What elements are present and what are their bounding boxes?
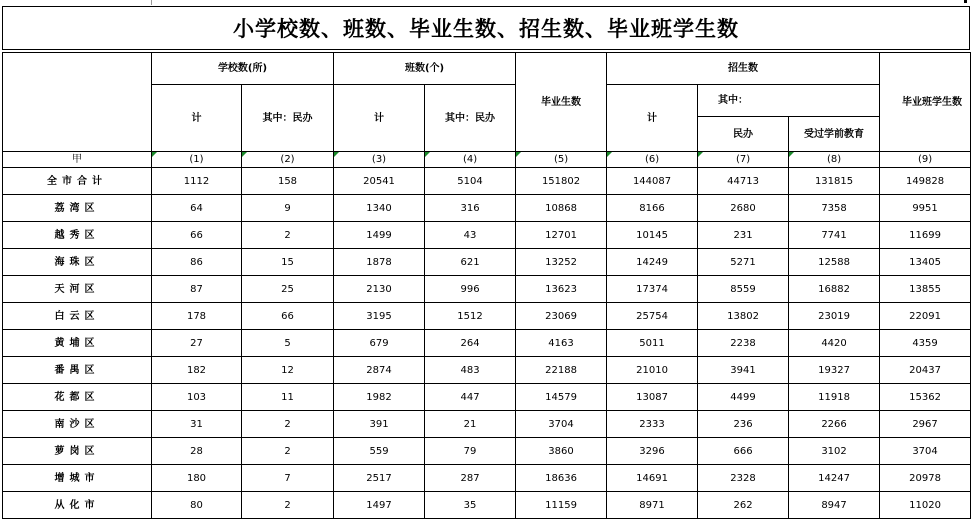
cell-col-3[interactable]: 3195 xyxy=(334,303,425,330)
cell-col-1[interactable]: 27 xyxy=(152,330,242,357)
cell-col-3[interactable]: 1499 xyxy=(334,222,425,249)
cell-col-1[interactable]: 1112 xyxy=(152,168,242,195)
cell-col-8[interactable]: 14247 xyxy=(789,465,880,492)
table-row xyxy=(3,222,971,249)
cell-col-3[interactable]: 559 xyxy=(334,438,425,465)
index-label: (1) xyxy=(189,154,204,165)
index-label: (8) xyxy=(826,154,842,165)
cell-col-9[interactable]: 149828 xyxy=(880,168,971,195)
index-cell[interactable] xyxy=(334,152,425,168)
cell-col-2[interactable]: 2 xyxy=(242,438,334,465)
cell-col-2[interactable]: 7 xyxy=(242,465,334,492)
cell-col-3[interactable]: 20541 xyxy=(334,168,425,195)
cell-col-6[interactable]: 8971 xyxy=(607,492,698,519)
cell-col-2[interactable]: 66 xyxy=(242,303,334,330)
cell-col-7[interactable]: 8559 xyxy=(698,276,789,303)
cell-col-3[interactable]: 679 xyxy=(334,330,425,357)
index-label: (5) xyxy=(553,154,569,165)
row-region-name[interactable]: 萝岗区 xyxy=(3,438,152,465)
index-row xyxy=(3,152,971,168)
cell-col-6[interactable]: 14249 xyxy=(607,249,698,276)
cell-col-7[interactable]: 262 xyxy=(698,492,789,519)
cell-col-6[interactable]: 3296 xyxy=(607,438,698,465)
header-enrollment-total[interactable]: 计 xyxy=(607,85,698,152)
cell-col-2[interactable]: 12 xyxy=(242,357,334,384)
header-schools[interactable]: 学校数(所) xyxy=(152,53,334,85)
cell-col-7[interactable]: 666 xyxy=(698,438,789,465)
index-cell[interactable] xyxy=(607,152,698,168)
cell-col-8[interactable]: 3102 xyxy=(789,438,880,465)
cell-col-5[interactable]: 12701 xyxy=(516,222,607,249)
cell-col-1[interactable]: 86 xyxy=(152,249,242,276)
index-cell[interactable]: (9) xyxy=(880,152,971,168)
cell-col-7[interactable]: 4499 xyxy=(698,384,789,411)
cell-col-1[interactable]: 178 xyxy=(152,303,242,330)
header-grad-class-students[interactable] xyxy=(880,53,971,152)
cell-col-1[interactable]: 64 xyxy=(152,195,242,222)
cell-col-8[interactable]: 16882 xyxy=(789,276,880,303)
cell-col-9[interactable]: 2967 xyxy=(880,411,971,438)
cell-col-9[interactable]: 20437 xyxy=(880,357,971,384)
cell-col-4[interactable]: 5104 xyxy=(425,168,516,195)
cell-col-8[interactable]: 7358 xyxy=(789,195,880,222)
table-row xyxy=(3,384,971,411)
index-cell[interactable] xyxy=(425,152,516,168)
header-schools-total[interactable]: 计 xyxy=(152,85,242,152)
cell-col-4[interactable]: 35 xyxy=(425,492,516,519)
cell-col-3[interactable]: 1340 xyxy=(334,195,425,222)
index-cell[interactable] xyxy=(152,152,242,168)
cell-col-6[interactable]: 13087 xyxy=(607,384,698,411)
table-row xyxy=(3,411,971,438)
index-cell[interactable]: 甲 xyxy=(3,152,152,168)
table-row xyxy=(3,303,971,330)
header-schools-private[interactable]: 其中：民办 xyxy=(242,85,334,152)
cell-col-6[interactable]: 17374 xyxy=(607,276,698,303)
cell-col-7[interactable]: 2328 xyxy=(698,465,789,492)
cell-col-4[interactable]: 287 xyxy=(425,465,516,492)
cell-col-8[interactable]: 23019 xyxy=(789,303,880,330)
cell-col-5[interactable]: 151802 xyxy=(516,168,607,195)
cell-col-6[interactable]: 8166 xyxy=(607,195,698,222)
cell-col-5[interactable]: 10868 xyxy=(516,195,607,222)
table-row xyxy=(3,330,971,357)
cell-col-7[interactable]: 231 xyxy=(698,222,789,249)
cell-col-3[interactable]: 2130 xyxy=(334,276,425,303)
row-region-name[interactable]: 增城市 xyxy=(3,465,152,492)
row-region-name[interactable]: 南沙区 xyxy=(3,411,152,438)
comment-indicator-icon xyxy=(334,152,339,157)
cell-col-2[interactable]: 9 xyxy=(242,195,334,222)
index-cell[interactable] xyxy=(242,152,334,168)
index-label: (4) xyxy=(462,154,478,165)
cell-col-7[interactable]: 2680 xyxy=(698,195,789,222)
corner-mark xyxy=(964,0,967,3)
table-row xyxy=(3,492,971,519)
index-label: (2) xyxy=(280,154,295,165)
cell-col-2[interactable]: 25 xyxy=(242,276,334,303)
comment-indicator-icon xyxy=(607,152,612,157)
cell-col-4[interactable]: 79 xyxy=(425,438,516,465)
row-region-name[interactable]: 越秀区 xyxy=(3,222,152,249)
cell-col-1[interactable]: 180 xyxy=(152,465,242,492)
cell-col-8[interactable]: 19327 xyxy=(789,357,880,384)
cell-col-2[interactable]: 11 xyxy=(242,384,334,411)
cell-col-1[interactable]: 31 xyxy=(152,411,242,438)
comment-indicator-icon xyxy=(516,152,521,157)
statistics-table xyxy=(2,52,971,519)
cell-col-5[interactable]: 22188 xyxy=(516,357,607,384)
table-row xyxy=(3,357,971,384)
cell-col-2[interactable]: 2 xyxy=(242,492,334,519)
cell-col-7[interactable]: 44713 xyxy=(698,168,789,195)
cell-col-8[interactable]: 4420 xyxy=(789,330,880,357)
index-cell[interactable] xyxy=(789,152,880,168)
table-row xyxy=(3,249,971,276)
cell-col-7[interactable]: 13802 xyxy=(698,303,789,330)
row-region-name[interactable]: 天河区 xyxy=(3,276,152,303)
cell-col-9[interactable]: 9951 xyxy=(880,195,971,222)
header-enrollment-private[interactable]: 民办 xyxy=(698,117,789,152)
cell-col-7[interactable]: 2238 xyxy=(698,330,789,357)
cell-col-8[interactable]: 7741 xyxy=(789,222,880,249)
index-cell[interactable] xyxy=(516,152,607,168)
cell-col-7[interactable]: 5271 xyxy=(698,249,789,276)
header-classes-total[interactable]: 计 xyxy=(334,85,425,152)
cell-col-3[interactable]: 1982 xyxy=(334,384,425,411)
header-enrollment[interactable]: 招生数 xyxy=(607,53,880,85)
cell-col-6[interactable]: 14691 xyxy=(607,465,698,492)
cell-col-5[interactable]: 11159 xyxy=(516,492,607,519)
header-corner-cell[interactable] xyxy=(3,53,152,152)
cell-col-3[interactable]: 1497 xyxy=(334,492,425,519)
table-title[interactable]: 小学校数、班数、毕业生数、招生数、毕业班学生数 xyxy=(2,6,970,50)
comment-indicator-icon xyxy=(789,152,794,157)
row-region-name[interactable]: 番禺区 xyxy=(3,357,152,384)
cell-col-9[interactable]: 11699 xyxy=(880,222,971,249)
cell-col-9[interactable]: 20978 xyxy=(880,465,971,492)
cell-col-5[interactable]: 14579 xyxy=(516,384,607,411)
cell-col-8[interactable]: 8947 xyxy=(789,492,880,519)
cell-col-3[interactable]: 2517 xyxy=(334,465,425,492)
comment-indicator-icon xyxy=(425,152,430,157)
cell-col-4[interactable]: 21 xyxy=(425,411,516,438)
cell-col-7[interactable]: 3941 xyxy=(698,357,789,384)
cell-col-1[interactable]: 28 xyxy=(152,438,242,465)
cell-col-6[interactable]: 10145 xyxy=(607,222,698,249)
cell-col-3[interactable]: 1878 xyxy=(334,249,425,276)
cell-col-2[interactable]: 2 xyxy=(242,411,334,438)
cell-col-2[interactable]: 158 xyxy=(242,168,334,195)
comment-indicator-icon xyxy=(242,152,247,157)
cell-col-4[interactable]: 996 xyxy=(425,276,516,303)
cell-col-8[interactable]: 131815 xyxy=(789,168,880,195)
cell-col-1[interactable]: 87 xyxy=(152,276,242,303)
table-row xyxy=(3,438,971,465)
index-cell[interactable] xyxy=(698,152,789,168)
table-body xyxy=(3,168,971,519)
row-region-name[interactable]: 全市合计 xyxy=(3,168,152,195)
column-divider-tick xyxy=(151,0,152,5)
cell-col-5[interactable]: 13252 xyxy=(516,249,607,276)
row-region-name[interactable]: 海珠区 xyxy=(3,249,152,276)
index-label: (3) xyxy=(371,154,387,165)
cell-col-9[interactable]: 4359 xyxy=(880,330,971,357)
cell-col-4[interactable]: 447 xyxy=(425,384,516,411)
header-classes-private[interactable]: 其中：民办 xyxy=(425,85,516,152)
cell-col-2[interactable]: 5 xyxy=(242,330,334,357)
cell-col-5[interactable]: 4163 xyxy=(516,330,607,357)
cell-col-1[interactable]: 80 xyxy=(152,492,242,519)
cell-col-5[interactable]: 23069 xyxy=(516,303,607,330)
cell-col-1[interactable]: 66 xyxy=(152,222,242,249)
cell-col-8[interactable]: 11918 xyxy=(789,384,880,411)
cell-col-3[interactable]: 391 xyxy=(334,411,425,438)
cell-col-6[interactable]: 144087 xyxy=(607,168,698,195)
row-region-name[interactable]: 从化市 xyxy=(3,492,152,519)
table-row xyxy=(3,465,971,492)
cell-col-5[interactable]: 3704 xyxy=(516,411,607,438)
index-label: (7) xyxy=(735,154,751,165)
row-region-name[interactable]: 黄埔区 xyxy=(3,330,152,357)
cell-col-5[interactable]: 3860 xyxy=(516,438,607,465)
cell-col-7[interactable]: 236 xyxy=(698,411,789,438)
cell-col-4[interactable]: 483 xyxy=(425,357,516,384)
cell-col-4[interactable]: 316 xyxy=(425,195,516,222)
cell-col-9[interactable]: 13405 xyxy=(880,249,971,276)
cell-col-4[interactable]: 1512 xyxy=(425,303,516,330)
header-graduates[interactable]: 毕业生数 xyxy=(516,53,607,152)
header-enrollment-preschool[interactable]: 受过学前教育 xyxy=(789,117,880,152)
table-row xyxy=(3,168,971,195)
cell-col-2[interactable]: 15 xyxy=(242,249,334,276)
cell-col-6[interactable]: 25754 xyxy=(607,303,698,330)
cell-col-4[interactable]: 621 xyxy=(425,249,516,276)
cell-col-3[interactable]: 2874 xyxy=(334,357,425,384)
cell-col-9[interactable]: 15362 xyxy=(880,384,971,411)
cell-col-8[interactable]: 12588 xyxy=(789,249,880,276)
cell-col-6[interactable]: 2333 xyxy=(607,411,698,438)
cell-col-1[interactable]: 182 xyxy=(152,357,242,384)
table-row xyxy=(3,195,971,222)
table-row xyxy=(3,276,971,303)
cell-col-6[interactable]: 5011 xyxy=(607,330,698,357)
row-region-name[interactable]: 荔湾区 xyxy=(3,195,152,222)
index-label: (6) xyxy=(644,154,660,165)
cell-col-4[interactable]: 264 xyxy=(425,330,516,357)
cell-col-9[interactable]: 22091 xyxy=(880,303,971,330)
comment-indicator-icon xyxy=(152,152,157,157)
header-grad-class-students-text: 毕业班学生数 xyxy=(902,96,963,108)
cell-col-6[interactable]: 21010 xyxy=(607,357,698,384)
cell-col-5[interactable]: 18636 xyxy=(516,465,607,492)
cell-col-8[interactable]: 2266 xyxy=(789,411,880,438)
cell-col-4[interactable]: 43 xyxy=(425,222,516,249)
row-region-name[interactable]: 花都区 xyxy=(3,384,152,411)
cell-col-9[interactable]: 13855 xyxy=(880,276,971,303)
cell-col-9[interactable]: 3704 xyxy=(880,438,971,465)
comment-indicator-icon xyxy=(698,152,703,157)
cell-col-5[interactable]: 13623 xyxy=(516,276,607,303)
cell-col-1[interactable]: 103 xyxy=(152,384,242,411)
header-of-which[interactable]: 其中： xyxy=(698,85,880,117)
cell-col-2[interactable]: 2 xyxy=(242,222,334,249)
cell-col-9[interactable]: 11020 xyxy=(880,492,971,519)
header-classes[interactable]: 班数(个) xyxy=(334,53,516,85)
row-region-name[interactable]: 白云区 xyxy=(3,303,152,330)
